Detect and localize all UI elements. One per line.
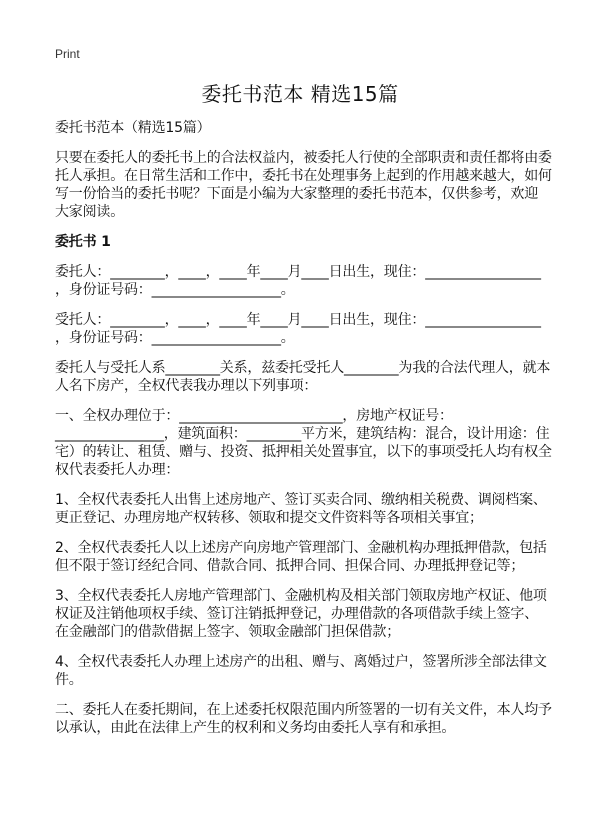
text-line: 3、全权代表委托人房地产管理部门、金融机构及相关部门领取房地产权证、他项 (55, 588, 547, 604)
text-line: 委托人与受托人系________关系，兹委托受托人________为我的合法代理人，就本 (55, 360, 551, 376)
paragraph (55, 119, 545, 137)
text-line: 1、全权代表委托人出售上述房地产、签订买卖合同、缴纳相关税费、调阅档案、 (55, 492, 547, 508)
page-title: 委托书范本 精选15篇 (201, 82, 399, 106)
paragraph (55, 491, 545, 527)
text-line: 以承认，由此在法律上产生的权利和义务均由委托人享有和承担。 (55, 720, 456, 736)
paragraph (55, 407, 552, 479)
text-line: 权代表委托人办理： (55, 462, 180, 478)
paragraph (55, 539, 545, 575)
text-line: 委托人：________，____，____年____月____日出生，现住：_________________ (55, 264, 541, 280)
section-heading (55, 233, 545, 251)
text-line: ________________，建筑面积：________平方米，建筑结构：混合，设计用途：住 (55, 426, 550, 442)
text-line: 但不限于签订经纪合同、借款合同、抵押合同、担保合同、办理抵押登记等； (55, 558, 525, 574)
text-line: 2、全权代表委托人以上述房产向房地产管理部门、金融机构办理抵押借款，包括 (55, 540, 547, 556)
document-body (55, 119, 552, 749)
paragraph (55, 587, 545, 641)
text-line: 宅）的转让、租赁、赠与、投资、抵押相关处置事宜，以下的事项受托人均有权全 (55, 444, 552, 460)
text-line: 大家阅读。 (55, 204, 124, 220)
text-line: 委托书范本（精选15篇） (55, 120, 211, 136)
paragraph (55, 653, 545, 689)
paragraph (55, 359, 551, 395)
text-line: 只要在委托人的委托书上的合法权益内，被委托人行使的全部职责和责任都将由委 (55, 150, 552, 166)
text-line: 人名下房产，全权代表我办理以下列事项： (55, 378, 318, 394)
text-line: 托人承担。在日常生活和工作中，委托书在处理事务上起到的作用越来越大，如何 (55, 168, 552, 184)
text-line: 4、全权代表委托人办理上述房产的出租、赠与、离婚过户，签署所涉全部法律文 (55, 654, 547, 670)
text-line: 权证及注销他项权手续、签订注销抵押登记，办理借款的各项借款手续上签字、 (55, 606, 538, 622)
text-line: ，身份证号码：___________________。 (55, 330, 295, 346)
text-line: 一、全权办理位于：________________________，房地产权证号： (55, 408, 453, 424)
print-link[interactable]: Print (55, 47, 80, 61)
text-line: 在金融部门的借款借据上签字、领取金融部门担保借款； (55, 624, 400, 640)
paragraph (55, 149, 552, 221)
paragraph (55, 701, 552, 737)
text-line: 件。 (55, 672, 83, 688)
paragraph (55, 311, 545, 347)
text-line: 受托人：________，____，____年____月____日出生，现住：_________________ (55, 312, 541, 328)
text-line: 更正登记、办理房地产权转移、领取和提交文件资料等各项相关事宜； (55, 510, 483, 526)
text-line: ，身份证号码：___________________。 (55, 282, 295, 298)
text-line: 写一份恰当的委托书呢？下面是小编为大家整理的委托书范本，仅供参考，欢迎 (55, 186, 538, 202)
text-line: 委托书 1 (55, 234, 111, 250)
text-line: 二、委托人在委托期间，在上述委托权限范围内所签署的一切有关文件，本人均予 (55, 702, 552, 718)
paragraph (55, 263, 545, 299)
